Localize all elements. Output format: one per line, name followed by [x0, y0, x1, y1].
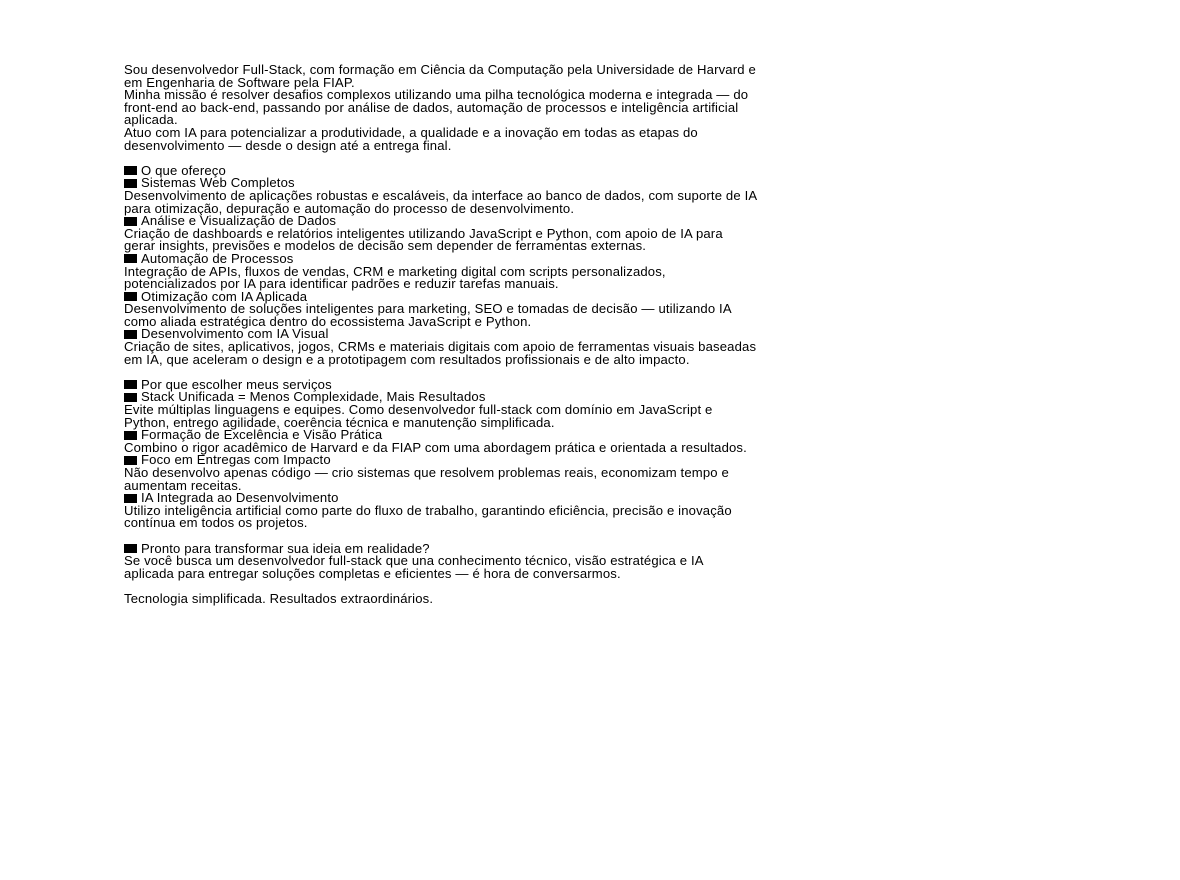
offer-item-line: Integração de APIs, fluxos de vendas, CRM e marketing digital com scripts personalizados,: [124, 263, 666, 279]
intro-line: Sou desenvolvedor Full-Stack, com formação em Ciência da Computação pela Universidade de Harvard e: [124, 62, 756, 77]
offer-item-line: Desenvolvimento de soluções inteligentes para marketing, SEO e tomadas de decisão — utilizando IA: [124, 301, 732, 317]
offer-item-line: potencializados por IA para identificar padrões e reduzir tarefas manuais.: [124, 276, 559, 292]
why-item-line: aumentam receitas.: [124, 477, 242, 493]
black-square-icon: [124, 380, 137, 389]
offer-item-title-text: Desenvolvimento com IA Visual: [141, 326, 329, 342]
intro-line: aplicada.: [124, 112, 178, 128]
offer-item-title-text: Automação de Processos: [141, 250, 294, 266]
offer-item-line: Criação de sites, aplicativos, jogos, CRMs e materiais digitais com apoio de ferramentas visuais baseadas: [124, 339, 757, 355]
why-heading-text: Por que escolher meus serviços: [141, 376, 332, 392]
black-square-icon: [124, 330, 137, 339]
why-item-line: Evite múltiplas linguagens e equipes. Como desenvolvedor full-stack com domínio em JavaScript e: [124, 402, 713, 418]
cta-line: Se você busca um desenvolvedor full-stack que una conhecimento técnico, visão estratégica e IA: [124, 553, 704, 569]
offer-item-title-text: Análise e Visualização de Dados: [141, 213, 337, 229]
cta-section: [124, 540, 1060, 581]
why-item-title-text: Stack Unificada = Menos Complexidade, Mais Resultados: [141, 389, 486, 405]
why-item-line: contínua em todos os projetos.: [124, 515, 308, 531]
why-item-line: Combino o rigor acadêmico de Harvard e da FIAP com uma abordagem prática e orientada a resultados.: [124, 439, 747, 455]
offer-item-title-text: Sistemas Web Completos: [141, 175, 295, 191]
why-item-line: Python, entrego agilidade, coerência técnica e manutenção simplificada.: [124, 414, 555, 430]
black-square-icon: [124, 217, 137, 226]
offer-item-line: gerar insights, previsões e modelos de decisão sem depender de ferramentas externas.: [124, 238, 647, 254]
offer-item-line: Criação de dashboards e relatórios inteligentes utilizando JavaScript e Python, com apoio de IA para: [124, 225, 723, 241]
black-square-icon: [124, 393, 137, 402]
why-section: [124, 376, 1060, 531]
intro-line: Atuo com IA para potencializar a produtividade, a qualidade e a inovação em todas as etapas do: [124, 124, 698, 140]
tagline: Tecnologia simplificada. Resultados extraordinários.: [124, 590, 434, 606]
offer-item-title-text: Otimização com IA Aplicada: [141, 288, 308, 304]
offer-item-line: em IA, que aceleram o design e a prototipagem com resultados profissionais e de alto impacto.: [124, 351, 690, 367]
document-body: [124, 64, 1060, 606]
offer-section: [124, 162, 1060, 367]
why-item-title-text: Foco em Entregas com Impacto: [141, 452, 331, 468]
intro-line: front-end ao back-end, passando por análise de dados, automação de processos e inteligência artificial: [124, 99, 739, 115]
black-square-icon: [124, 292, 137, 301]
black-square-icon: [124, 166, 137, 175]
offer-item-line: Desenvolvimento de aplicações robustas e escaláveis, da interface ao banco de dados, com suporte de IA: [124, 187, 758, 203]
black-square-icon: [124, 431, 137, 440]
intro-section: [124, 64, 1060, 152]
why-item-title-text: IA Integrada ao Desenvolvimento: [141, 490, 339, 506]
black-square-icon: [124, 456, 137, 465]
intro-line: desenvolvimento — desde o design até a entrega final.: [124, 137, 452, 153]
offer-heading-text: O que ofereço: [141, 162, 226, 178]
why-item-line: Utilizo inteligência artificial como parte do fluxo de trabalho, garantindo eficiência, precisão e inovação: [124, 502, 732, 518]
black-square-icon: [124, 494, 137, 503]
offer-item-line: como aliada estratégica dentro do ecossistema JavaScript e Python.: [124, 313, 532, 329]
black-square-icon: [124, 544, 137, 553]
intro-line: em Engenharia de Software pela FIAP.: [124, 74, 355, 90]
black-square-icon: [124, 254, 137, 263]
intro-line: Minha missão é resolver desafios complexos utilizando uma pilha tecnológica moderna e integrada — do: [124, 87, 749, 103]
offer-item-line: para otimização, depuração e automação do processo de desenvolvimento.: [124, 200, 575, 216]
why-item-line: Não desenvolvo apenas código — crio sistemas que resolvem problemas reais, economizam tempo e: [124, 465, 729, 480]
cta-heading-text: Pronto para transformar sua ideia em realidade?: [141, 540, 430, 556]
black-square-icon: [124, 179, 137, 188]
section-gap: [124, 152, 1060, 165]
cta-line: aplicada para entregar soluções completas e eficientes — é hora de conversarmos.: [124, 565, 621, 581]
why-item-title-text: Formação de Excelência e Visão Prática: [141, 427, 383, 443]
